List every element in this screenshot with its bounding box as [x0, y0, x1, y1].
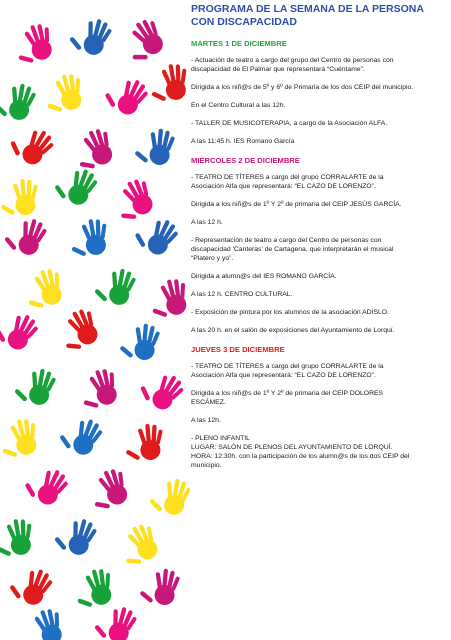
paragraph-line: Dirigida a los niñ@s de 5º y 6º de Primaria de los dos CEIP del municipio. [191, 84, 414, 91]
paragraph-line: discapacidad 'Canteras' de Cartagena, que interpretarán el musical [191, 246, 394, 253]
paragraph-line: HORA: 12:30h. con la participación de los alumn@s de los dos CEIP del [191, 453, 410, 460]
hand-icon [145, 276, 190, 321]
hand-icon [6, 561, 55, 609]
page-title: PROGRAMA DE LA SEMANA DE LA PERSONA CON DISCAPACIDAD [191, 3, 424, 28]
paragraph-line: En el Centro Cultural a las 12h. [191, 102, 286, 109]
program-paragraph [191, 362, 445, 380]
paragraph-line: A las 12 h. [191, 219, 223, 226]
hand-icon [2, 213, 49, 258]
hand-icon [9, 20, 58, 68]
hand-icon [0, 80, 38, 123]
hand-icon [21, 460, 72, 510]
program-content [191, 3, 445, 479]
hand-icon [117, 14, 170, 66]
paragraph-line: - TEATRO DE TÍTERES a cargo del grupo CORRALARTE de la [191, 363, 384, 370]
hand-icon [133, 127, 175, 167]
program-paragraph [191, 389, 445, 407]
paragraph-line: - Exposición de pintura por los alumnos de la asociación ADISLO. [191, 309, 389, 316]
paragraph-line: - TEATRO DE TÍTERES a cargo del grupo CORRALARTE de la [191, 174, 384, 181]
program-paragraph [191, 173, 445, 191]
paragraph-line: A las 11:45 h. IES Romano García [191, 138, 295, 145]
hand-icon [40, 71, 87, 116]
program-paragraph [191, 272, 445, 281]
paragraph-line: Asociación Alfa que representará: “EL CAZO DE LORENZO”. [191, 183, 376, 190]
hand-icon [19, 605, 68, 640]
hand-icon [83, 465, 134, 515]
program-paragraph [191, 290, 445, 299]
hand-icon [138, 567, 180, 607]
program-paragraph [191, 326, 445, 335]
hand-icon [112, 520, 164, 571]
paragraph-line: - TALLER DE MUSICOTERAPIA, a cargo de la Asociación ALFA. [191, 120, 388, 127]
hand-icon [146, 62, 190, 105]
paragraph-line: Asociación Alfa que representará: “EL CAZO DE LORENZO”. [191, 372, 376, 379]
program-paragraph [191, 434, 445, 470]
paragraph-line: A las 12h. [191, 417, 221, 424]
hand-icon [68, 125, 119, 175]
hand-icon [131, 210, 182, 260]
paragraph-line: Dirigida a alumn@s del IES ROMANO GARCÍA. [191, 273, 337, 280]
program-paragraph [191, 83, 445, 92]
program-paragraph [191, 416, 445, 425]
hand-icon [136, 364, 188, 415]
paragraph-line: ESCÁMEZ. [191, 399, 226, 406]
hand-icon [118, 322, 160, 362]
day-heading: MIÉRCOLES 2 DE DICIEMBRE [191, 156, 300, 165]
program-paragraph [191, 200, 445, 209]
hand-icon [12, 365, 57, 408]
paragraph-line: Dirigida a los niñ@s de 1º Y 2º de primaria del CEIP DOLORES [191, 390, 384, 397]
program-paragraph [191, 308, 445, 317]
hand-icon [56, 411, 105, 459]
program-paragraph [191, 101, 445, 110]
hand-icon [0, 517, 37, 560]
paragraph-line: - Representación de teatro a cargo del Centro de personas con [191, 237, 382, 244]
paragraph-line: LUGAR: SALÓN DE PLENOS DEL AYUNTAMIENTO DE LORQUÍ. [191, 444, 393, 451]
hand-icon [70, 566, 117, 611]
hand-icon [0, 416, 43, 461]
hand-icon [92, 601, 139, 640]
hand-icon [67, 13, 114, 58]
program-sections [191, 39, 445, 470]
hand-icon [0, 305, 42, 355]
hand-icon [52, 305, 104, 356]
hand-icon [19, 265, 68, 313]
hand-icon [6, 119, 58, 170]
day-heading: JUEVES 3 DE DICIEMBRE [191, 345, 285, 354]
program-paragraph [191, 218, 445, 227]
hand-icon [147, 475, 190, 518]
hand-icon [101, 70, 152, 120]
hand-icon [0, 178, 40, 218]
paragraph-line: Dirigida a los niñ@s de 1º Y 2º de primaria del CEIP JESÚS GARCÍA. [191, 201, 402, 208]
paragraph-line: A las 20 h. en el salón de exposiciones del Ayuntamiento de Lorquí. [191, 327, 395, 334]
hand-icon [74, 365, 123, 413]
hand-icon [92, 265, 137, 308]
paragraph-line: - Actuación de teatro a cargo del grupo del Centro de personas con [191, 57, 394, 64]
day-heading: MARTES 1 DE DICIEMBRE [191, 39, 287, 48]
hand-icon [66, 217, 111, 260]
program-paragraph [191, 137, 445, 146]
colored-handprints-pattern [0, 0, 190, 640]
hand-icon [51, 161, 100, 209]
hand-icon [123, 423, 165, 463]
paragraph-line: municipio. [191, 462, 222, 469]
paragraph-line: discapacidad de El Palmar que representará “Cuéntame”. [191, 66, 365, 73]
paragraph-line: “Platero y yo”. [191, 255, 234, 262]
hand-icon [107, 175, 159, 226]
program-paragraph [191, 236, 445, 263]
paragraph-line: - PLENO INFANTIL [191, 435, 250, 442]
program-paragraph [191, 119, 445, 128]
hand-icon [52, 513, 99, 558]
paragraph-line: A las 12 h. CENTRO CULTURAL. [191, 291, 293, 298]
program-paragraph [191, 56, 445, 74]
